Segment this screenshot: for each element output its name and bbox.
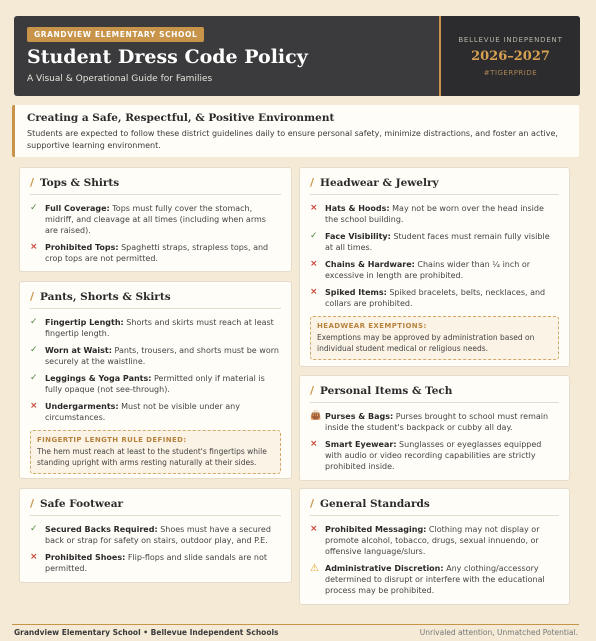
rule-text: Any clothing/accessory determined to disrupt or interfere with the educational process may be prohibited. xyxy=(325,564,545,595)
rule-list xyxy=(310,411,559,472)
header-left xyxy=(27,16,447,96)
rule-text: Sunglasses or eyeglasses equipped with audio or video recording capabilities are strictly prohibited inside. xyxy=(325,440,542,471)
rule-item xyxy=(310,439,559,472)
check-icon: ✓ xyxy=(30,345,38,355)
card-tops-shirts xyxy=(19,167,292,272)
rule-label: Prohibited Tops: xyxy=(45,243,119,252)
rule-label: Smart Eyewear: xyxy=(325,440,397,449)
card-header xyxy=(310,176,559,195)
rule-item xyxy=(30,401,281,423)
card-title: Pants, Shorts & Skirts xyxy=(40,290,171,303)
intro-title: Creating a Safe, Respectful, & Positive Environment xyxy=(27,112,335,124)
rule-item xyxy=(30,242,281,264)
rule-text: Shoes must have a secured back or strap for safety on stairs, outdoor play, and P.E. xyxy=(45,525,271,545)
card-headwear-jewelry xyxy=(299,167,570,367)
rule-item xyxy=(30,373,281,395)
warning-icon: ⚠ xyxy=(310,563,319,574)
check-icon: ✓ xyxy=(30,317,38,327)
note-title: FINGERTIP LENGTH RULE DEFINED: xyxy=(37,436,187,444)
note-body: Exemptions may be approved by administration based on individual student medical or religious needs. xyxy=(317,333,535,353)
rule-label: Prohibited Messaging: xyxy=(325,525,427,534)
rule-item xyxy=(30,552,281,574)
school-year: 2026–2027 xyxy=(471,49,550,64)
cross-icon: × xyxy=(310,524,318,534)
rule-label: Administrative Discretion: xyxy=(325,564,444,573)
cross-icon: × xyxy=(310,203,318,213)
rule-label: Hats & Hoods: xyxy=(325,204,390,213)
check-icon: ✓ xyxy=(30,203,38,213)
rule-item xyxy=(30,524,281,546)
rule-text: Purses brought to school must remain inside the student's backpack or cubby all day. xyxy=(325,412,549,432)
rule-list xyxy=(30,203,281,264)
rule-text: Shorts and skirts must reach at least fingertip length. xyxy=(45,318,274,338)
rule-item xyxy=(310,259,559,281)
header-banner xyxy=(14,16,580,96)
slash-icon: / xyxy=(310,497,315,510)
card-header xyxy=(310,384,559,403)
footer-divider xyxy=(12,624,579,625)
school-tag: GRANDVIEW ELEMENTARY SCHOOL xyxy=(27,27,204,42)
card-header xyxy=(30,290,281,309)
intro-panel xyxy=(12,105,579,157)
rule-text: Spaghetti straps, strapless tops, and crop tops are not permitted. xyxy=(45,243,269,263)
rule-label: Fingertip Length: xyxy=(45,318,124,327)
rule-label: Spiked Items: xyxy=(325,288,387,297)
rule-list xyxy=(310,524,559,596)
card-header xyxy=(310,497,559,516)
note-title: HEADWEAR EXEMPTIONS: xyxy=(317,322,427,330)
card-safe-footwear xyxy=(19,488,292,583)
rule-list xyxy=(310,203,559,309)
cross-icon: × xyxy=(30,401,38,411)
rule-list xyxy=(30,317,281,423)
card-title: Tops & Shirts xyxy=(40,176,120,189)
rule-item xyxy=(30,317,281,339)
rule-text: May not be worn over the head inside the school building. xyxy=(325,204,544,224)
rule-text: Pants, trousers, and shorts must be worn securely at the waistline. xyxy=(45,346,279,366)
rule-item xyxy=(310,563,559,596)
rule-label: Full Coverage: xyxy=(45,204,110,213)
cross-icon: × xyxy=(30,552,38,562)
rule-text: Permitted only if material is fully opaque (not see-through). xyxy=(45,374,265,394)
rule-label: Worn at Waist: xyxy=(45,346,112,355)
check-icon: ✓ xyxy=(30,524,38,534)
rule-label: Purses & Bags: xyxy=(325,412,394,421)
header-right xyxy=(441,16,580,96)
note-body: The hem must reach at least to the student's fingertips while standing upright with arms resting naturally at their sides. xyxy=(37,447,267,467)
rule-item xyxy=(310,203,559,225)
cross-icon: × xyxy=(310,439,318,449)
slash-icon: / xyxy=(30,497,35,510)
rule-item xyxy=(30,345,281,367)
intro-body: Students are expected to follow these district guidelines daily to ensure personal safety, minimize distractions, and foster an active, supportive learning environment. xyxy=(27,129,558,150)
cross-icon: × xyxy=(310,287,318,297)
rule-item xyxy=(310,231,559,253)
check-icon: ✓ xyxy=(310,231,318,241)
card-general-standards xyxy=(299,488,570,605)
page-subtitle: A Visual & Operational Guide for Families xyxy=(27,74,213,84)
rule-item xyxy=(310,524,559,557)
rule-label: Face Visibility: xyxy=(325,232,391,241)
rule-item xyxy=(30,203,281,236)
cross-icon: × xyxy=(310,259,318,269)
card-title: General Standards xyxy=(320,497,430,510)
card-title: Safe Footwear xyxy=(40,497,124,510)
note-box xyxy=(30,430,281,474)
footer-tagline: Unrivaled attention, Unmatched Potential. xyxy=(419,628,578,637)
rule-text: Student faces must remain fully visible at all times. xyxy=(325,232,550,252)
rule-label: Secured Backs Required: xyxy=(45,525,158,534)
slash-icon: / xyxy=(30,176,35,189)
slash-icon: / xyxy=(310,384,315,397)
page-title: Student Dress Code Policy xyxy=(27,46,308,68)
slash-icon: / xyxy=(30,290,35,303)
card-header xyxy=(30,176,281,195)
rule-text: Tops must fully cover the stomach, midriff, and cleavage at all times (including when arms are raised). xyxy=(45,204,266,235)
rule-item xyxy=(310,411,559,433)
cross-icon: × xyxy=(30,242,38,252)
rule-text: Spiked bracelets, belts, necklaces, and collars are prohibited. xyxy=(325,288,546,308)
rule-label: Leggings & Yoga Pants: xyxy=(45,374,152,383)
rule-text: Must not be visible under any circumstances. xyxy=(45,402,240,422)
card-pants-shorts-skirts xyxy=(19,281,292,479)
footer-left-text: Grandview Elementary School • Bellevue Independent Schools xyxy=(14,628,279,637)
rule-text: Clothing may not display or promote alcohol, tobacco, drugs, sexual innuendo, or offensive language/slurs. xyxy=(325,525,540,556)
note-box xyxy=(310,316,559,360)
card-title: Personal Items & Tech xyxy=(320,384,453,397)
rule-item xyxy=(310,287,559,309)
rule-list xyxy=(30,524,281,574)
card-title: Headwear & Jewelry xyxy=(320,176,439,189)
check-icon: ✓ xyxy=(30,373,38,383)
card-personal-items-tech xyxy=(299,375,570,481)
rule-text: Flip-flops and slide sandals are not permitted. xyxy=(45,553,267,573)
slash-icon: / xyxy=(310,176,315,189)
rule-text: Chains wider than ¼ inch or excessive in length are prohibited. xyxy=(325,260,531,280)
rule-label: Undergarments: xyxy=(45,402,119,411)
hashtag: #TIGERPRIDE xyxy=(483,69,538,77)
district-name: BELLEVUE INDEPENDENT xyxy=(458,36,563,44)
rule-label: Chains & Hardware: xyxy=(325,260,415,269)
card-header xyxy=(30,497,281,516)
rule-label: Prohibited Shoes: xyxy=(45,553,126,562)
handbag-icon: 👜 xyxy=(310,411,322,421)
